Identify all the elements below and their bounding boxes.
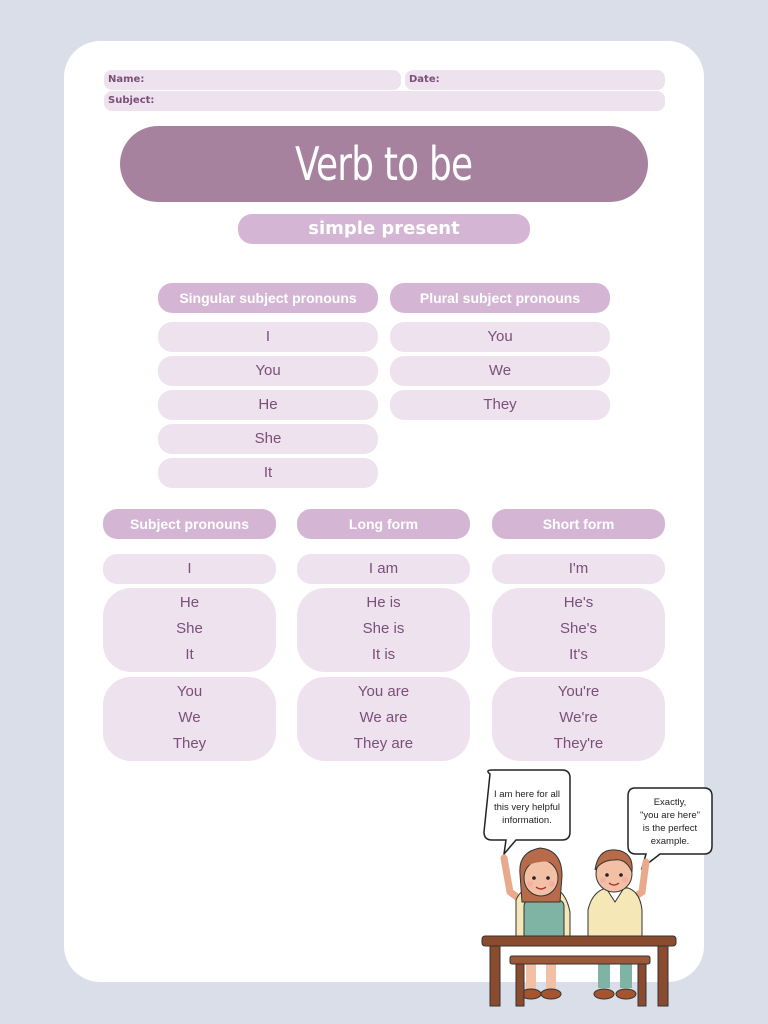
cell-line: It's [569,646,588,663]
cell-line: He is [366,594,401,611]
title-banner [120,126,648,202]
cell-line: It is [371,646,396,663]
singular-pronoun-item: She [158,424,378,454]
plural-pronoun-item: We [390,356,610,386]
speech-right-line: "you are here" [639,810,701,821]
cell-line: You [176,683,203,700]
cell-line: We are [359,709,408,726]
cell-line: It [185,646,194,663]
long-form-cell [297,677,470,761]
short-form-cell: I'm [492,554,665,584]
plural-pronoun-item: You [390,322,610,352]
subject-pronouns-header: Subject pronouns [103,509,276,539]
cell-line: We [178,709,201,726]
speech-left-line: I am here for all [494,789,560,800]
singular-pronoun-item: It [158,458,378,488]
cell-line: She's [559,620,598,637]
cell-line: They [172,735,207,752]
singular-pronoun-item: He [158,390,378,420]
cell-line: He's [563,594,594,611]
date-field[interactable] [405,70,665,90]
cell-line: They are [353,735,414,752]
subject-label: Subject: [108,95,155,106]
plural-pronouns-header: Plural subject pronouns [390,283,610,313]
singular-pronoun-item: You [158,356,378,386]
short-form-cell [492,588,665,672]
long-form-header: Long form [297,509,470,539]
short-form-cell [492,677,665,761]
cell-line: You are [357,683,410,700]
long-form-cell [297,588,470,672]
subject-field[interactable] [104,91,665,111]
girl-student [504,848,570,999]
cell-line: She is [362,620,405,637]
speech-right-line: is the perfect [642,823,698,834]
page-subtitle: simple present [238,214,530,244]
speech-right-line: example. [650,836,690,847]
cell-line: You're [557,683,600,700]
singular-pronoun-item: I [158,322,378,352]
singular-pronouns-header: Singular subject pronouns [158,283,378,313]
name-field[interactable] [104,70,401,90]
long-form-cell: I am [297,554,470,584]
cell-line: We're [559,709,598,726]
subject-cell [103,677,276,761]
speech-left-line: this very helpful [493,802,561,813]
speech-bubble-left [484,770,570,854]
plural-pronoun-item: They [390,390,610,420]
speech-right-line: Exactly, [653,797,687,808]
speech-bubble-right [628,788,712,868]
cell-line: She [176,620,203,637]
boy-student [588,850,646,999]
cell-line: They're [553,735,604,752]
short-form-header: Short form [492,509,665,539]
name-label: Name: [108,74,145,85]
school-desk [482,936,676,1006]
date-label: Date: [409,74,440,85]
speech-left-line: information. [502,815,552,826]
students-illustration [470,762,730,1012]
page-title: Verb to be [295,137,473,191]
subject-cell: I [103,554,276,584]
subject-cell [103,588,276,672]
cell-line: He [179,594,200,611]
